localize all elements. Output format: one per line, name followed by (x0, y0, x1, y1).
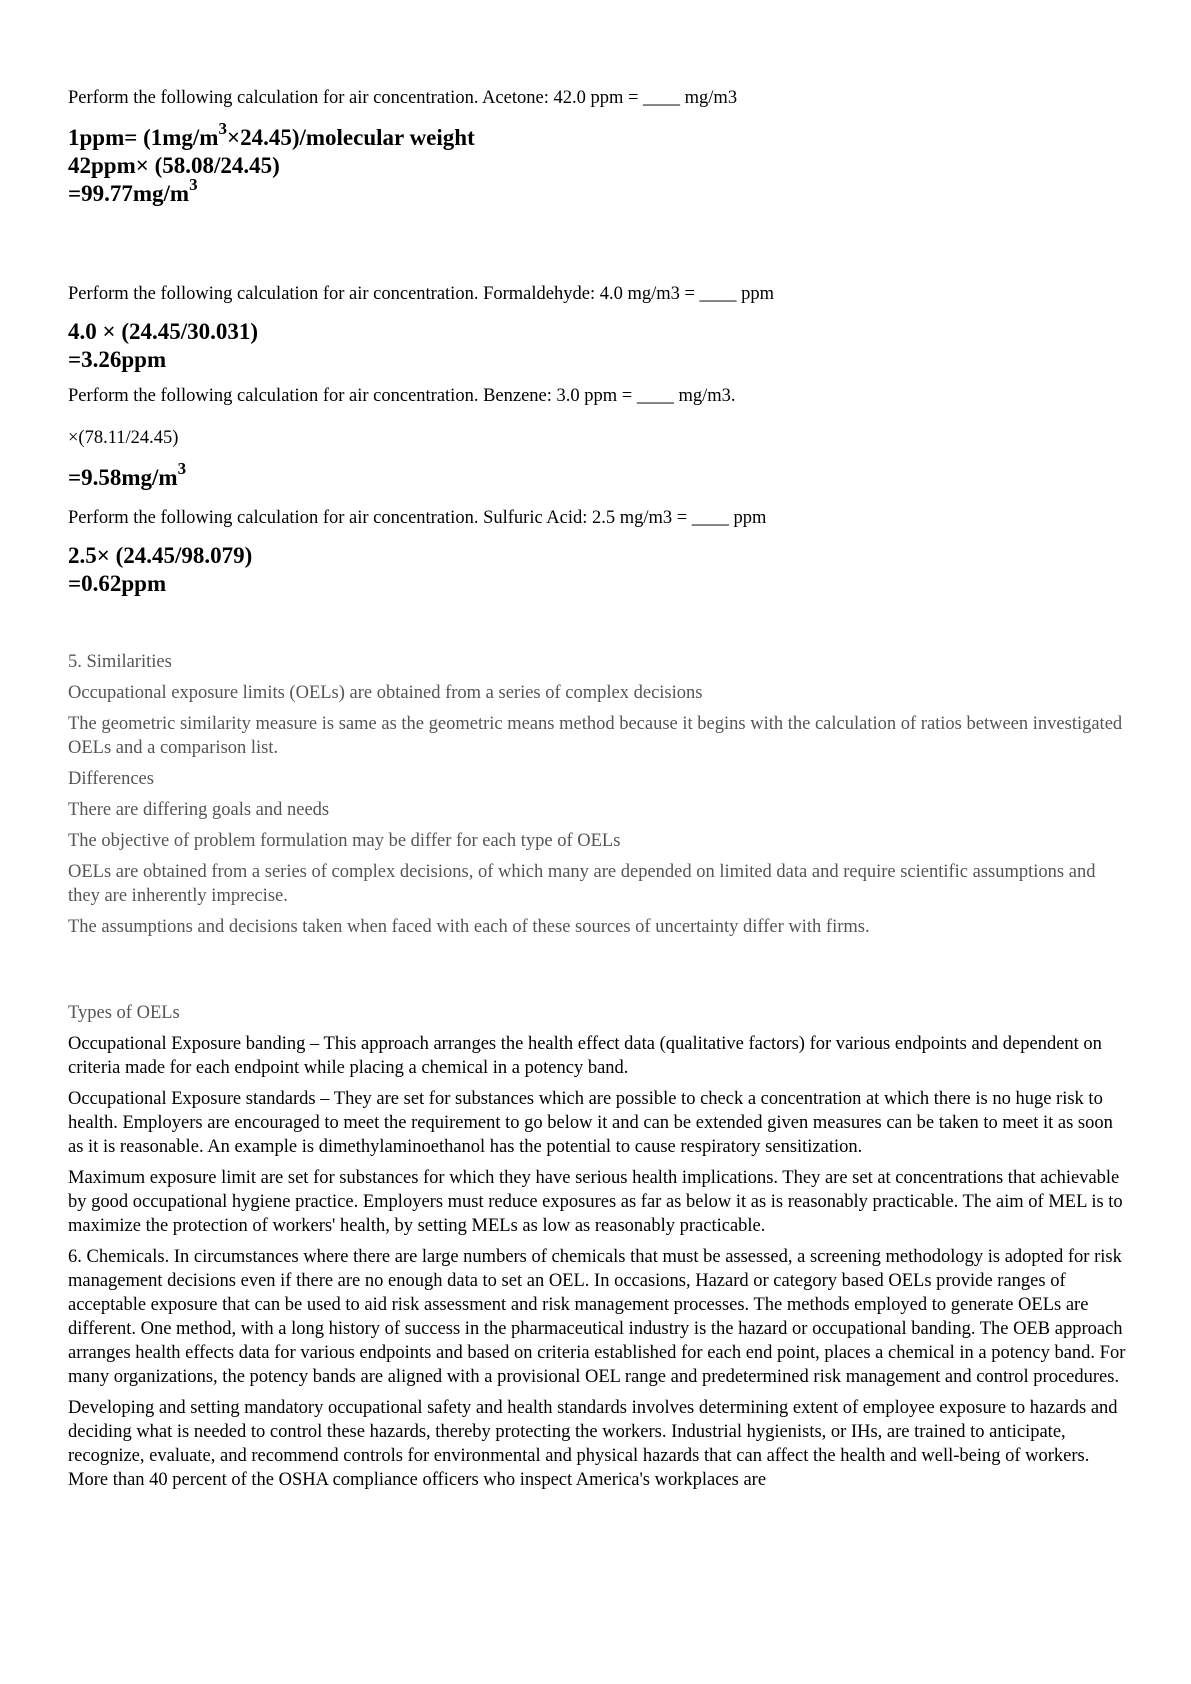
differences-p3: OELs are obtained from a series of complex decisions, of which many are depended on limited data and require scientific assumptions and they are inherently imprecise. (68, 862, 1096, 906)
answer-acetone-line2: 42ppm× (58.08/24.45) (68, 153, 280, 178)
chemicals-paragraph: 6. Chemicals. In circumstances where there are large numbers of chemicals that must be assessed, a screening methodology is adopted for risk management decisions even if there are no enough data to set an OEL. In occasions, Hazard or category based OELs provide ranges of acceptable exposure that can be used to aid risk assessment and risk management processes. The methods employed to generate OELs are different. One method, with a long history of success in the pharmaceutical industry is the hazard or occupational banding. The OEB approach arranges health effects data for various endpoints and based on criteria established for each end point, places a chemical in a potency band. For many organizations, the potency bands are aligned with a provisional OEL range and predetermined risk management and control procedures. (68, 1247, 1126, 1387)
answer-formaldehyde-line2: =3.26ppm (68, 347, 167, 372)
differences-p2: The objective of problem formulation may be differ for each type of OELs (68, 831, 621, 851)
similarities-p1: Occupational exposure limits (OELs) are obtained from a series of complex decisions (68, 683, 703, 703)
question-acetone: Perform the following calculation for air concentration. Acetone: 42.0 ppm = ____ mg/m3 (68, 88, 738, 108)
similarities-p2: The geometric similarity measure is same as the geometric means method because it begins with the calculation of ratios between investigated OELs and a comparison list. (68, 714, 1123, 758)
question-formaldehyde: Perform the following calculation for air concentration. Formaldehyde: 4.0 mg/m3 = ____ ppm (68, 284, 775, 304)
similarities-heading: 5. Similarities (68, 652, 172, 672)
document-page (68, 86, 1130, 1492)
answer-benzene-line1: $=9.58mg/m^3$ (68, 459, 187, 490)
answer-formaldehyde-line1: 4.0 × (24.45/30.031) (68, 319, 259, 344)
question-sulfuric-acid: Perform the following calculation for air concentration. Sulfuric Acid: 2.5 mg/m3 = ____ ppm (68, 508, 767, 528)
answer-benzene-work: ×(78.11/24.45) (68, 428, 179, 448)
types-p1: Occupational Exposure banding – This approach arranges the health effect data (qualitative factors) for various endpoints and dependent on criteria made for each endpoint while placing a chemical in a potency band. (68, 1034, 1102, 1078)
answer-sulfuric-line1: 2.5× (24.45/98.079) (68, 543, 253, 568)
differences-p1: There are differing goals and needs (68, 800, 330, 820)
answer-sulfuric-line2: =0.62ppm (68, 571, 167, 596)
types-p2: Occupational Exposure standards – They are set for substances which are possible to check a concentration at which there is no huge risk to health. Employers are encouraged to meet the requirement to go below it and can be extended given measures can be taken to meet it as soon as it is reasonable. An example is dimethylaminoethanol has the potential to cause respiratory sensitization. (68, 1089, 1113, 1157)
types-p3: Maximum exposure limit are set for substances for which they have serious health implications. They are set at concentrations that achievable by good occupational hygiene practice. Employers must reduce exposures as far as below it as is reasonably practicable. The aim of MEL is to maximize the protection of workers' health, by setting MELs as low as reasonably practicable. (68, 1168, 1123, 1236)
differences-p4: The assumptions and decisions taken when faced with each of these sources of uncertainty differ with firms. (68, 917, 870, 937)
differences-heading: Differences (68, 769, 154, 789)
answer-acetone-line3: $=99.77mg/m^3$ (68, 175, 198, 206)
answer-acetone-line1: $1ppm= (1mg/m^3\times 24.45)$/molecular weight (68, 119, 475, 150)
types-heading: Types of OELs (68, 1003, 180, 1023)
standards-paragraph: Developing and setting mandatory occupational safety and health standards involves determining extent of employee exposure to hazards and deciding what is needed to control these hazards, thereby protecting the workers. Industrial hygienists, or IHs, are trained to anticipate, recognize, evaluate, and recommend controls for environmental and physical hazards that can affect the health and well-being of workers. More than 40 percent of the OSHA compliance officers who inspect America's workplaces are (68, 1398, 1118, 1490)
question-benzene: Perform the following calculation for air concentration. Benzene: 3.0 ppm = ____ mg/m3. (68, 386, 736, 406)
